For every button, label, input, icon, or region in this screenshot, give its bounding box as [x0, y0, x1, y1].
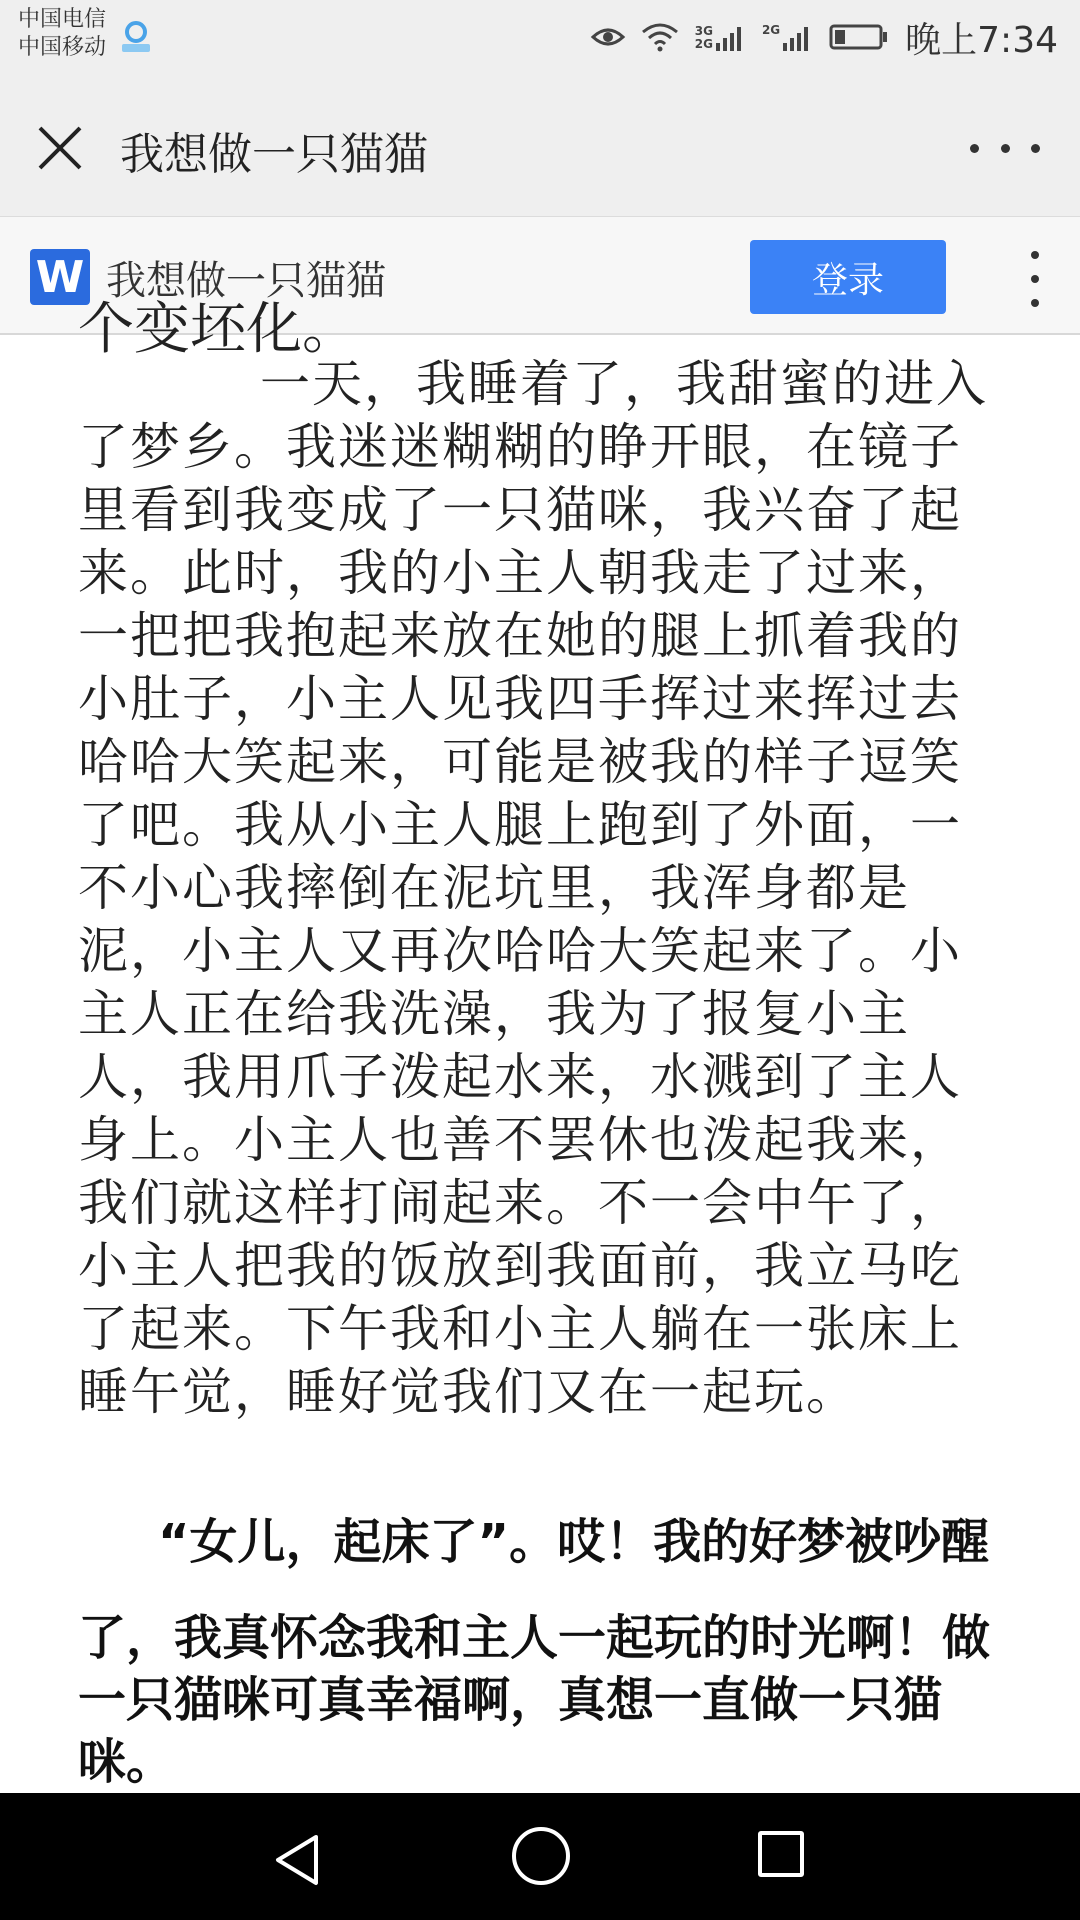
- network-type-1: 3G: [694, 24, 713, 38]
- carrier-label-2: 中国移动: [18, 35, 107, 60]
- paragraph-first-line: “女儿，起床了”。哎！我的好梦被吵醒: [158, 1514, 990, 1570]
- dot-icon: [1031, 299, 1039, 307]
- article-paragraph: [78, 353, 1006, 1424]
- partial-text-line: 个变坯化。: [78, 297, 358, 362]
- carrier-info: [18, 6, 106, 62]
- network-type-3: 2G: [761, 23, 781, 37]
- app-title-bar: [0, 78, 1080, 217]
- battery-icon: [829, 23, 889, 51]
- status-icons: [591, 12, 1058, 62]
- close-icon[interactable]: [32, 120, 88, 176]
- document-title: 我想做一只猫猫: [106, 258, 386, 304]
- dot-icon: [1031, 144, 1040, 153]
- network-type-2: 2G: [694, 37, 713, 51]
- more-options-button[interactable]: [970, 130, 1040, 166]
- paragraph-text: 一天，我睡着了，我甜蜜的进入了梦乡。我迷迷糊糊的睁开眼，在镜子里看到我变成了一只猫咪，我兴奋了起来。此时，我的小主人朝我走了过来，一把把我抱起来放在她的腿上抓着我的小肚子，小主人见我四手挥过来挥过去哈哈大笑起来，可能是被我的样子逗笑了吧。我从小主人腿上跑到了外面，一不小心我摔倒在泥坑里，我浑身都是泥，小主人又再次哈哈大笑起来了。小主人正在给我洗澡，我为了报复小主人，我用爪子泼起水来，水溅到了主人身上。小主人也善不罢休也泼起我来，我们就这样打闹起来。不一会中午了，小主人把我的饭放到我面前，我立马吃了起来。下午我和小主人躺在一张床上睡午觉，睡好觉我们又在一起玩。: [78, 355, 988, 1421]
- status-bar: [0, 0, 1080, 78]
- document-content[interactable]: [0, 297, 1080, 1793]
- system-nav-bar: [0, 1793, 1080, 1920]
- recents-icon[interactable]: [758, 1831, 804, 1877]
- article-paragraph-bold: [78, 1511, 1006, 1793]
- carrier-label-1: 中国电信: [18, 7, 107, 32]
- page-title: 我想做一只猫猫: [120, 129, 428, 180]
- signal-icon: [762, 23, 813, 51]
- dot-icon: [970, 144, 979, 153]
- home-icon[interactable]: [512, 1827, 570, 1885]
- dot-icon: [1031, 275, 1039, 283]
- signal-icon: [695, 23, 746, 51]
- hd-call-icon: [118, 18, 154, 54]
- dot-icon: [1001, 144, 1010, 153]
- dot-icon: [1031, 251, 1039, 259]
- eye-icon: [591, 25, 625, 49]
- doc-menu-button[interactable]: [1026, 251, 1044, 307]
- login-button[interactable]: 登录: [750, 240, 946, 314]
- clock: 晚上7:34: [905, 19, 1058, 61]
- word-doc-logo: W: [30, 249, 90, 305]
- back-icon[interactable]: [272, 1833, 322, 1887]
- paragraph-text: 了，我真怀念我和主人一起玩的时光啊！做一只猫咪可真幸福啊，真想一直做一只猫咪。: [78, 1610, 991, 1790]
- wifi-icon: [641, 22, 679, 52]
